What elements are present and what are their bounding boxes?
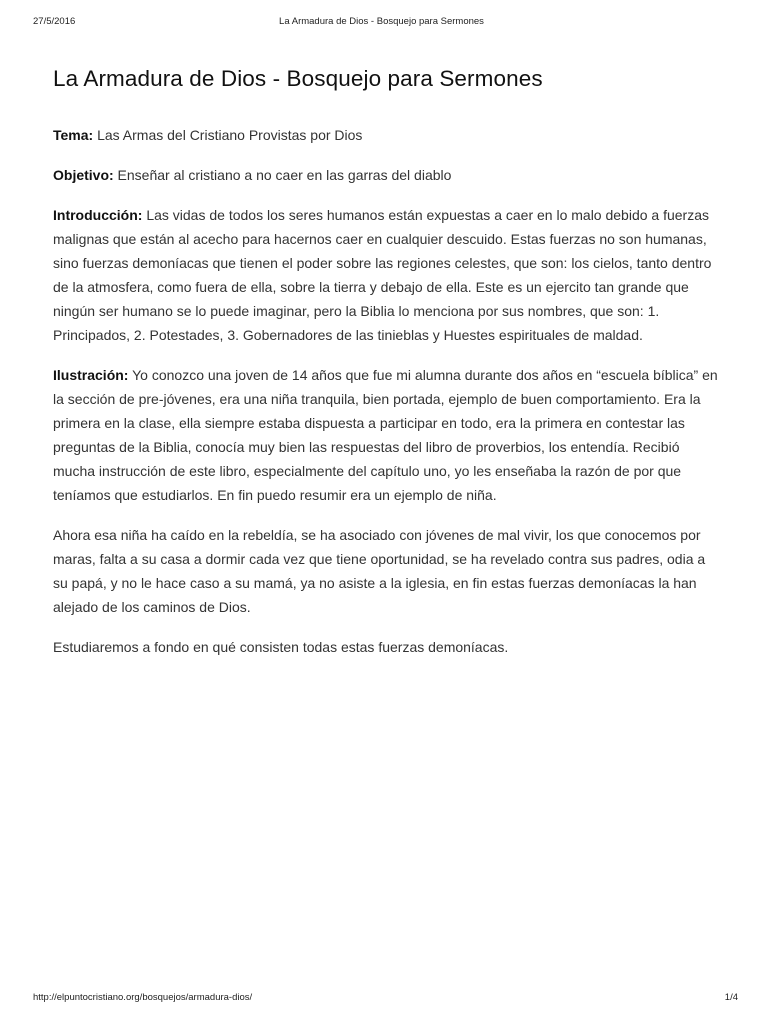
ilustracion-paragraph (53, 363, 723, 507)
print-header (33, 16, 730, 30)
article-content (53, 62, 723, 675)
tema-paragraph (53, 123, 723, 147)
print-document-title: La Armadura de Dios - Bosquejo para Sermones (279, 16, 484, 27)
objetivo-text: Enseñar al cristiano a no caer en las garras del diablo (113, 167, 452, 183)
tema-text: Las Armas del Cristiano Provistas por Dios (93, 127, 363, 143)
print-date: 27/5/2016 (33, 16, 76, 27)
page-number: 1/4 (724, 992, 738, 1003)
objetivo-label: Objetivo: (53, 167, 114, 183)
page-title: La Armadura de Dios - Bosquejo para Sermones (53, 66, 543, 91)
introduccion-paragraph (53, 203, 723, 347)
ilustracion-text: Yo conozco una joven de 14 años que fue mi alumna durante dos años en “escuela bíblica” en la sección de pre-jóvenes, era una niña tranquila, bien portada, ejemplo de buen comportamiento. Era la primera en la clase, ella siempre estaba dispuesta a participar en todo, era la primera en contestar las preguntas de la Biblia, conocía muy bien las respuestas del libro de proverbios, los entendía. Recibió mucha instrucción de este libro, especialmente del capítulo uno, yo les enseñaba la razón de por que teníamos que estudiarlos. En fin puedo resumir era un ejemplo de niña. (53, 367, 718, 503)
introduccion-label: Introducción: (53, 207, 143, 223)
objetivo-paragraph (53, 163, 723, 187)
introduccion-text: Las vidas de todos los seres humanos están expuestas a caer en lo malo debido a fuerzas malignas que están al acecho para hacernos caer en cualquier descuido. Estas fuerzas no son humanas, sino fuerzas demoníacas que tienen el poder sobre las regiones celestes, que son: los cielos, tanto dentro de la atmosfera, como fuera de ella, sobre la tierra y debajo de ella. Este es un ejercito tan grande que ningún ser humano se lo puede imaginar, pero la Biblia lo menciona por sus nombres, que son: 1. Principados, 2. Potestades, 3. Gobernadores de las tinieblas y Huestes espirituales de maldad. (53, 207, 712, 343)
ilustracion-label: Ilustración: (53, 367, 129, 383)
estudiaremos-paragraph: Estudiaremos a fondo en qué consisten todas estas fuerzas demoníacas. (53, 639, 509, 655)
print-footer (33, 992, 738, 1006)
page-url: http://elpuntocristiano.org/bosquejos/armadura-dios/ (33, 992, 253, 1003)
tema-label: Tema: (53, 127, 94, 143)
ahora-paragraph: Ahora esa niña ha caído en la rebeldía, se ha asociado con jóvenes de mal vivir, los que conocemos por maras, falta a su casa a dormir cada vez que tiene oportunidad, se ha revelado contra sus padres, odia a su papá, y no le hace caso a su mamá, ya no asiste a la iglesia, en fin estas fuerzas demoníacas la han alejado de los caminos de Dios. (53, 527, 706, 615)
